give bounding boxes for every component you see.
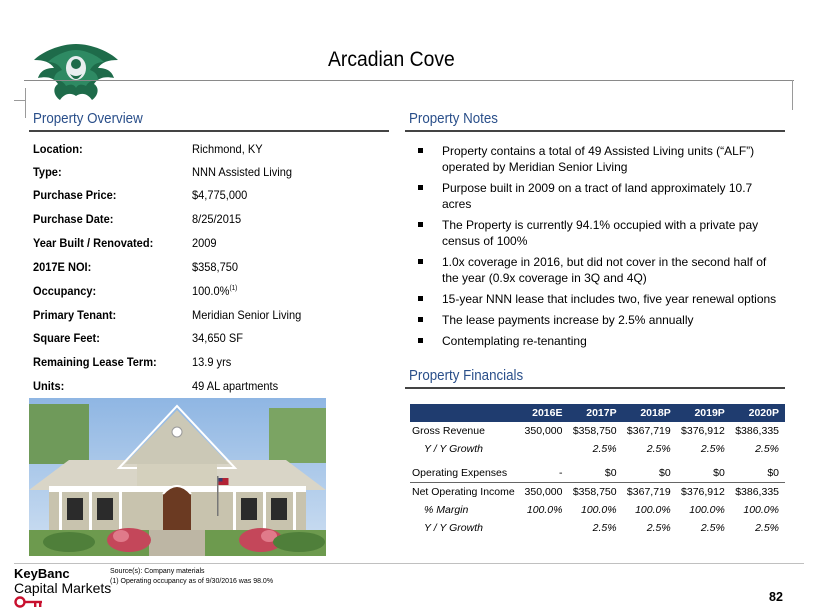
table-row	[410, 422, 785, 440]
overview-label: Purchase Date:	[33, 212, 114, 226]
table-row	[410, 501, 785, 519]
overview-label: Primary Tenant:	[33, 308, 117, 322]
footer-source-notes	[110, 567, 273, 587]
property-notes-list	[412, 143, 784, 354]
table-cell: $367,719	[626, 425, 671, 437]
table-cell: 2.5%	[592, 522, 617, 534]
column-header: 2020P	[731, 404, 785, 422]
table-cell: 100.0%	[526, 504, 563, 516]
note-item: Property contains a total of 49 Assisted Living units (“ALF”) operated by Meridian Senior Living	[412, 143, 784, 175]
row-label: Operating Expenses	[412, 467, 508, 479]
footer-divider	[14, 563, 804, 564]
note-item: 15-year NNN lease that includes two, five year renewal options	[412, 291, 784, 307]
table-cell: $367,719	[623, 483, 677, 502]
column-header: 2017P	[569, 404, 623, 422]
table-cell: 100.0%	[580, 504, 617, 516]
table-cell: $0	[604, 467, 617, 479]
table-cell: 2.5%	[755, 443, 779, 455]
bullet-icon	[418, 338, 423, 343]
note-item: The lease payments increase by 2.5% annually	[412, 312, 784, 328]
overview-value: $358,750	[192, 260, 239, 274]
overview-label: 2017E NOI:	[33, 260, 92, 274]
occupancy-footnote-ref: (1)	[229, 285, 238, 292]
row-label: Y / Y Growth	[424, 522, 483, 534]
overview-value: 49 AL apartments	[192, 379, 279, 393]
table-cell: $386,335	[735, 425, 779, 437]
overview-label: Square Feet:	[33, 331, 100, 345]
table-cell: 350,000	[524, 425, 563, 437]
overview-section-title: Property Overview	[33, 111, 143, 127]
page-title: Arcadian Cove	[328, 48, 455, 71]
title-divider	[24, 80, 794, 81]
table-cell: 2.5%	[700, 522, 725, 534]
overview-value: 2009	[192, 236, 217, 250]
table-cell: $386,335	[731, 483, 785, 502]
overview-label: Location:	[33, 142, 83, 156]
page-number: 82	[769, 590, 783, 604]
table-cell: $358,750	[569, 483, 623, 502]
corner-marker-tick	[14, 100, 26, 101]
footnote-line: (1) Operating occupancy as of 9/30/2016 was 98.0%	[110, 578, 274, 585]
row-label: Y / Y Growth	[424, 443, 483, 455]
table-cell: 100.0%	[635, 504, 671, 516]
table-cell: $0	[767, 467, 779, 479]
overview-value: 34,650 SF	[192, 331, 243, 345]
bullet-icon	[418, 296, 423, 301]
row-label: % Margin	[424, 504, 469, 516]
overview-section-rule	[29, 130, 389, 132]
table-corner	[410, 404, 521, 422]
table-cell: 350,000	[521, 483, 569, 502]
bullet-icon	[418, 185, 423, 190]
column-header: 2019P	[677, 404, 731, 422]
overview-value: 13.9 yrs	[192, 355, 232, 369]
financials-section-title: Property Financials	[409, 368, 524, 384]
overview-value: 8/25/2015	[192, 212, 242, 226]
row-label: Gross Revenue	[412, 425, 485, 437]
table-cell: $0	[659, 467, 671, 479]
notes-section-title: Property Notes	[409, 111, 498, 127]
bullet-icon	[418, 222, 423, 227]
overview-label: Type:	[33, 165, 62, 179]
table-row	[410, 464, 785, 483]
table-cell: -	[559, 467, 563, 479]
occupancy-value: 100.0%	[192, 284, 230, 298]
overview-value: NNN Assisted Living	[192, 165, 293, 179]
overview-label: Units:	[33, 379, 65, 393]
corner-marker-left	[25, 88, 26, 118]
overview-value: $4,775,000	[192, 188, 248, 202]
table-cell: $0	[713, 467, 725, 479]
table-cell: $358,750	[572, 425, 617, 437]
overview-label: Remaining Lease Term:	[33, 355, 157, 369]
overview-label: Occupancy:	[33, 284, 97, 298]
property-photo	[29, 398, 326, 556]
overview-value: Richmond, KY	[192, 142, 263, 156]
notes-section-rule	[405, 130, 785, 132]
note-item: Purpose built in 2009 on a tract of land approximately 10.7 acres	[412, 180, 784, 212]
brand-name-line1: KeyBanc	[14, 566, 70, 581]
table-row	[410, 483, 785, 502]
financials-table	[410, 404, 785, 537]
table-cell: 2.5%	[700, 443, 725, 455]
table-cell: $376,912	[681, 425, 725, 437]
table-cell: 2.5%	[592, 443, 617, 455]
bullet-icon	[418, 259, 423, 264]
column-header: 2018P	[623, 404, 677, 422]
table-cell: $376,912	[677, 483, 731, 502]
bullet-icon	[418, 148, 423, 153]
financials-section-rule	[405, 387, 785, 389]
table-cell	[521, 519, 569, 537]
key-icon	[14, 596, 44, 608]
overview-label: Purchase Price:	[33, 188, 117, 202]
note-item: 1.0x coverage in 2016, but did not cover in the second half of the year (0.9x coverage in 3Q and 4Q)	[412, 254, 784, 286]
overview-value	[192, 284, 237, 298]
table-cell: 100.0%	[743, 504, 779, 516]
overview-label: Year Built / Renovated:	[33, 236, 154, 250]
arcadian-cove-logo	[30, 38, 122, 104]
bullet-icon	[418, 317, 423, 322]
table-cell: 100.0%	[689, 504, 725, 516]
overview-value: Meridian Senior Living	[192, 308, 302, 322]
corner-marker-right	[792, 80, 793, 110]
table-cell: 2.5%	[646, 522, 671, 534]
table-row	[410, 440, 785, 458]
table-cell	[521, 440, 569, 458]
table-cell: 2.5%	[755, 522, 779, 534]
table-header-row	[410, 404, 785, 422]
column-header: 2016E	[521, 404, 569, 422]
source-line: Source(s): Company materials	[110, 568, 205, 575]
note-item: Contemplating re-tenanting	[412, 333, 784, 349]
table-cell: 2.5%	[646, 443, 671, 455]
brand-name-line2: Capital Markets	[14, 580, 112, 596]
table-row	[410, 519, 785, 537]
row-label: Net Operating Income	[410, 483, 521, 502]
note-item: The Property is currently 94.1% occupied with a private pay census of 100%	[412, 217, 784, 249]
